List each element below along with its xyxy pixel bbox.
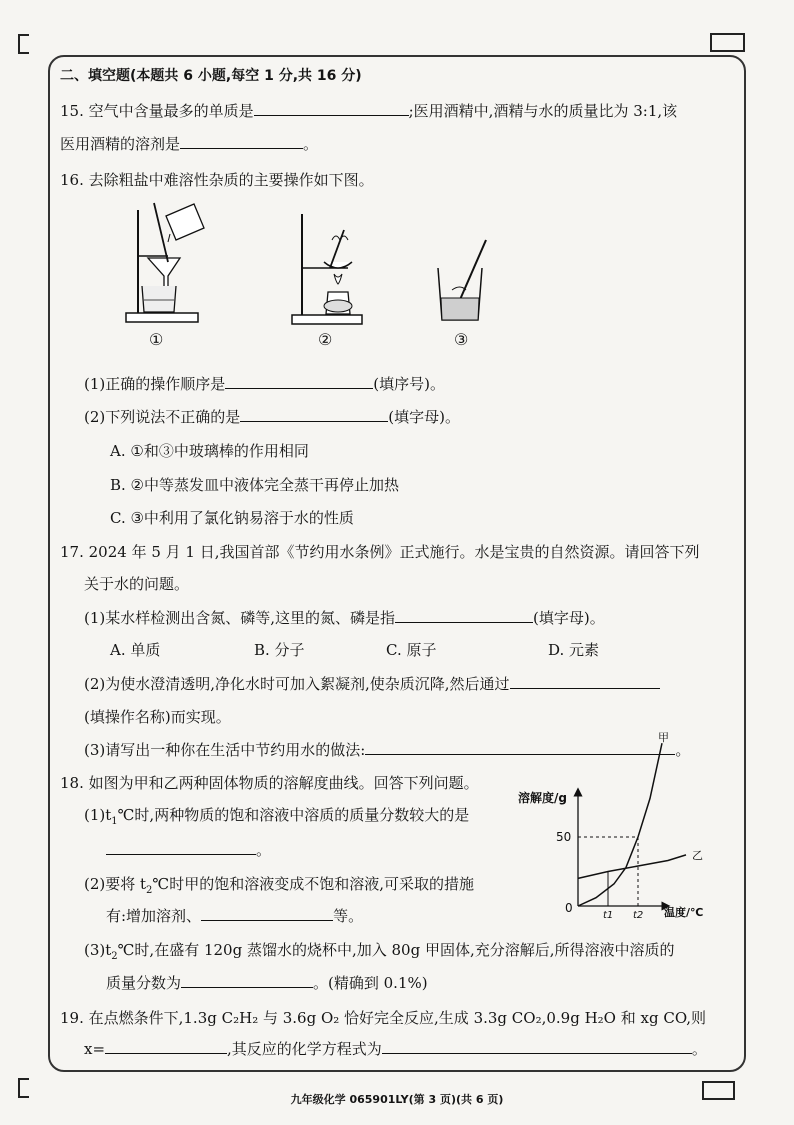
q18-sub2-prefix: (2)要将 t: [84, 875, 147, 893]
solubility-curve-chart: [512, 731, 722, 922]
question-17-sub1: [84, 608, 605, 628]
q15-text-3: 医用酒精的溶剂是: [60, 135, 181, 153]
figure-label-3: ③: [454, 330, 469, 349]
question-18-sub3-cont: [106, 973, 428, 993]
q15-blank-1[interactable]: [254, 101, 409, 116]
q16-sub2-text: (2)下列说法不正确的是: [84, 408, 241, 426]
origin-label: 0: [565, 901, 573, 915]
q15-end: 。: [303, 135, 319, 153]
q18-sub3-text: ℃时,在盛有 120g 蒸馏水的烧杯中,加入 80g 甲固体,充分溶解后,所得溶液中溶质的: [117, 941, 675, 959]
q18-sub1-blank[interactable]: [106, 840, 256, 855]
series-curve-2: [578, 855, 686, 879]
question-17-stem-line1: 17. 2024 年 5 月 1 日,我国首部《节约用水条例》正式施行。水是宝贵的自然资源。请回答下列: [60, 543, 700, 561]
question-17-sub2-cont: (填操作名称)而实现。: [84, 708, 231, 726]
q18-sub2-end: 等。: [333, 907, 364, 925]
q18-sub3-blank[interactable]: [181, 973, 313, 988]
x-tick-label-t2: t2: [633, 910, 644, 921]
q17-option-a: A. 单质: [110, 641, 161, 659]
q17-option-b: B. 分子: [254, 641, 305, 659]
series-label-2: 乙: [692, 848, 703, 862]
filtration-apparatus-figure: [118, 198, 208, 328]
q17-option-c: C. 原子: [386, 641, 437, 659]
question-17-sub2: [84, 674, 660, 694]
question-18-sub2-cont: [106, 906, 363, 926]
question-15-line1: [60, 101, 677, 121]
q16-option-a: A. ①和③中玻璃棒的作用相同: [110, 442, 309, 460]
q18-sub3-end: 。(精确到 0.1%): [313, 974, 428, 992]
page-footer: 九年级化学 065901LY(第 3 页)(共 6 页): [290, 1093, 504, 1106]
q16-option-c: C. ③中利用了氯化钠易溶于水的性质: [110, 509, 354, 527]
section-title: 二、填空题(本题共 6 小题,每空 1 分,共 16 分): [60, 68, 362, 84]
dissolving-beaker-figure: [434, 238, 492, 328]
q18-sub3-subscript: 2: [111, 951, 118, 962]
q18-sub2-text: ℃时甲的饱和溶液变成不饱和溶液,可采取的措施: [152, 875, 474, 893]
q17-sub3-blank[interactable]: [365, 740, 675, 755]
question-16-sub1: [84, 374, 445, 394]
question-19-line1: 19. 在点燃条件下,1.3g C₂H₂ 与 3.6g O₂ 恰好完全反应,生成 3.3g CO₂,0.9g H₂O 和 xg CO,则: [60, 1009, 707, 1027]
corner-mark-top-right: [710, 33, 745, 52]
q17-sub3-end: 。: [675, 741, 691, 759]
question-19-line2: [84, 1039, 707, 1059]
question-16-stem: 16. 去除粗盐中难溶性杂质的主要操作如下图。: [60, 171, 374, 189]
q16-sub2-blank[interactable]: [240, 407, 388, 422]
q18-sub3-prefix: (3)t: [84, 941, 112, 959]
q19-equation-blank[interactable]: [382, 1039, 692, 1054]
figure-label-1: ①: [149, 330, 164, 349]
q18-sub1-subscript: 1: [111, 816, 118, 827]
q15-blank-2[interactable]: [180, 134, 303, 149]
q19-x-blank[interactable]: [105, 1039, 227, 1054]
question-17-sub3: [84, 740, 690, 760]
q16-sub1-hint: (填序号)。: [373, 375, 445, 393]
x-tick-label-t1: t1: [603, 910, 614, 921]
question-18-sub2: [84, 874, 474, 901]
q19-end: 。: [691, 1040, 707, 1058]
q16-sub1-text: (1)正确的操作顺序是: [84, 375, 226, 393]
corner-mark-top-left: [18, 34, 29, 54]
q17-sub2-blank[interactable]: [510, 674, 660, 689]
q17-sub1-blank[interactable]: [395, 608, 533, 623]
evaporation-apparatus-figure: [288, 210, 368, 328]
q15-text-1: 15. 空气中含量最多的单质是: [60, 102, 254, 120]
question-18-sub3: [84, 940, 675, 967]
question-18-sub1-answer: [106, 840, 271, 860]
question-15-line2: [60, 134, 318, 154]
q16-sub2-hint: (填字母)。: [388, 408, 460, 426]
question-18-stem: 18. 如图为甲和乙两种固体物质的溶解度曲线。回答下列问题。: [60, 774, 479, 792]
q16-option-b: B. ②中等蒸发皿中液体完全蒸干再停止加热: [110, 476, 400, 494]
q18-sub2-subscript: 2: [146, 885, 153, 896]
q15-text-2: ;医用酒精中,酒精与水的质量比为 3:1,该: [408, 102, 678, 120]
y-tick-label-50: 50: [556, 830, 572, 844]
q18-sub1-text: ℃时,两种物质的饱和溶液中溶质的质量分数较大的是: [117, 806, 470, 824]
series-label-1: 甲: [658, 731, 669, 745]
q18-sub2-text-2: 有:增加溶剂、: [106, 907, 202, 925]
x-axis-label: 温度/℃: [664, 906, 704, 919]
q17-sub2-text: (2)为使水澄清透明,净化水时可加入絮凝剂,使杂质沉降,然后通过: [84, 675, 510, 693]
q17-option-d: D. 元素: [548, 641, 600, 659]
y-axis-label: 溶解度/g: [518, 791, 567, 805]
question-16-sub2: [84, 407, 460, 427]
figure-label-2: ②: [318, 330, 333, 349]
q16-sub1-blank[interactable]: [225, 374, 373, 389]
question-17-stem-line2: 关于水的问题。: [84, 575, 190, 593]
q19-x-label: x=: [84, 1040, 106, 1058]
q18-sub2-blank[interactable]: [201, 906, 333, 921]
q18-sub3-text-2: 质量分数为: [106, 974, 182, 992]
q17-sub1-hint: (填字母)。: [533, 609, 605, 627]
q19-text-mid: ,其反应的化学方程式为: [227, 1040, 382, 1058]
question-18-sub1: [84, 805, 469, 832]
q17-sub1-text: (1)某水样检测出含氮、磷等,这里的氮、磷是指: [84, 609, 396, 627]
q17-sub3-text: (3)请写出一种你在生活中节约用水的做法:: [84, 741, 366, 759]
q18-sub1-prefix: (1)t: [84, 806, 112, 824]
q18-sub1-end: 。: [256, 841, 272, 859]
